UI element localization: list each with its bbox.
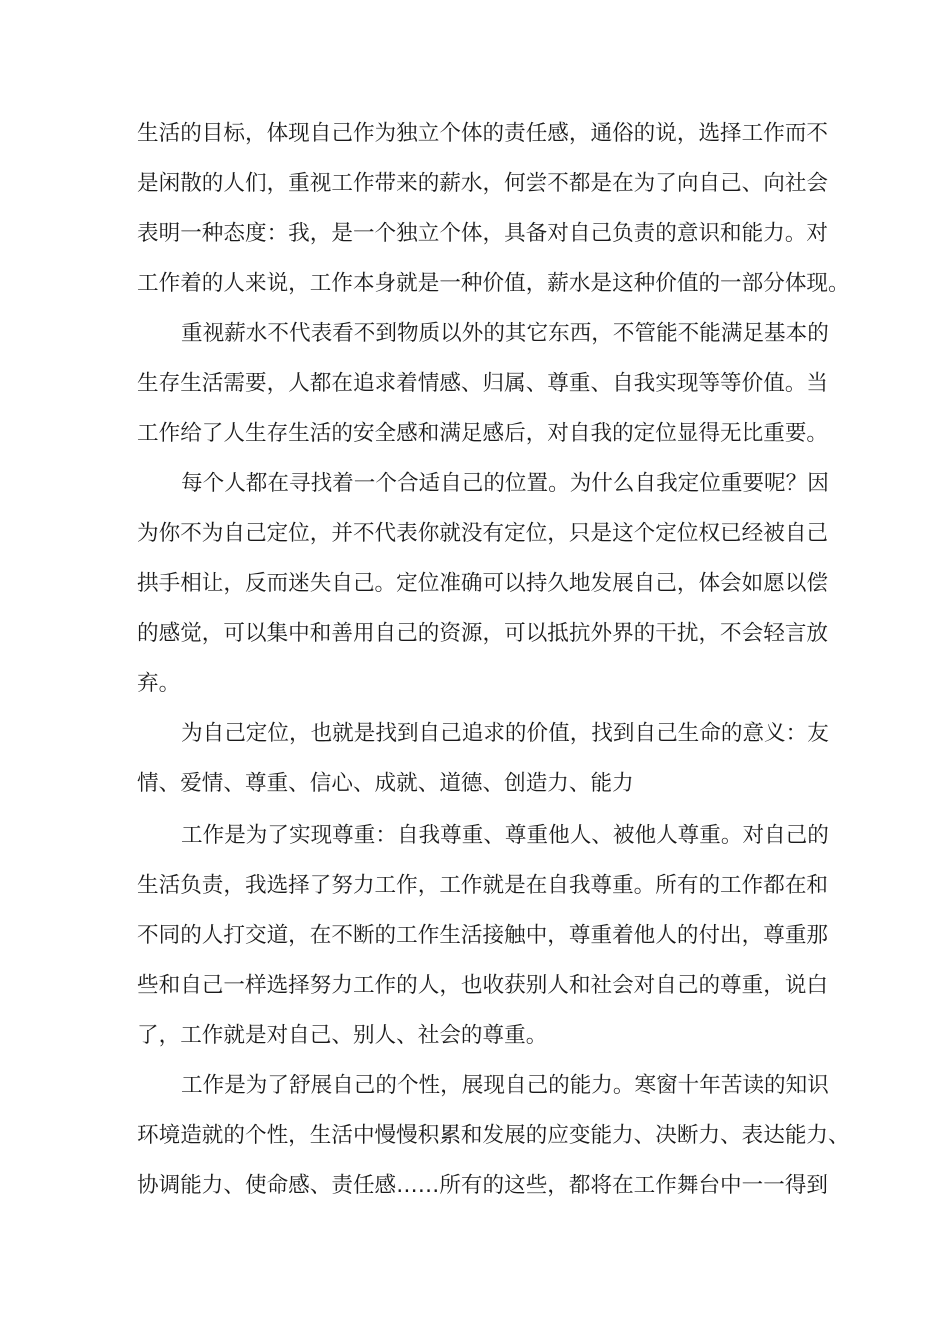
text-line: 些和自己一样选择努力工作的人，也收获别人和社会对自己的尊重，说白 <box>137 973 829 998</box>
text-line: 是闲散的人们，重视工作带来的薪水，何尝不都是在为了向自己、向社会 <box>137 171 829 196</box>
text-line: 弃。 <box>137 671 181 696</box>
text-line: 工作是为了实现尊重：自我尊重、尊重他人、被他人尊重。对自己的 <box>181 823 829 848</box>
text-line: 环境造就的个性，生活中慢慢积累和发展的应变能力、决断力、表达能力、 <box>137 1123 850 1148</box>
text-line: 了，工作就是对自己、别人、社会的尊重。 <box>137 1023 548 1048</box>
text-line: 工作是为了舒展自己的个性，展现自己的能力。寒窗十年苦读的知识 <box>181 1073 829 1098</box>
text-line: 表明一种态度：我，是一个独立个体，具备对自己负责的意识和能力。对 <box>137 221 829 246</box>
text-line: 不同的人打交道，在不断的工作生活接触中，尊重着他人的付出，尊重那 <box>137 923 829 948</box>
text-line: 协调能力、使命感、责任感……所有的这些，都将在工作舞台中一一得到 <box>137 1173 829 1198</box>
text-line: 为自己定位，也就是找到自己追求的价值，找到自己生命的意义：友 <box>181 721 829 746</box>
text-line: 情、爱情、尊重、信心、成就、道德、创造力、能力 <box>137 771 634 796</box>
text-line: 工作给了人生存生活的安全感和满足感后，对自我的定位显得无比重要。 <box>137 421 829 446</box>
text-line: 生活负责，我选择了努力工作，工作就是在自我尊重。所有的工作都在和 <box>137 873 829 898</box>
text-line: 每个人都在寻找着一个合适自己的位置。为什么自我定位重要呢？因 <box>181 471 829 496</box>
text-line: 生存生活需要，人都在追求着情感、归属、尊重、自我实现等等价值。当 <box>137 371 829 396</box>
text-line: 生活的目标，体现自己作为独立个体的责任感，通俗的说，选择工作而不 <box>137 121 829 146</box>
text-line: 拱手相让，反而迷失自己。定位准确可以持久地发展自己，体会如愿以偿 <box>137 571 829 596</box>
text-line: 重视薪水不代表看不到物质以外的其它东西，不管能不能满足基本的 <box>181 321 829 346</box>
text-line: 为你不为自己定位，并不代表你就没有定位，只是这个定位权已经被自己 <box>137 521 829 546</box>
text-line: 工作着的人来说，工作本身就是一种价值，薪水是这种价值的一部分体现。 <box>137 271 850 296</box>
text-line: 的感觉，可以集中和善用自己的资源，可以抵抗外界的干扰，不会轻言放 <box>137 621 829 646</box>
